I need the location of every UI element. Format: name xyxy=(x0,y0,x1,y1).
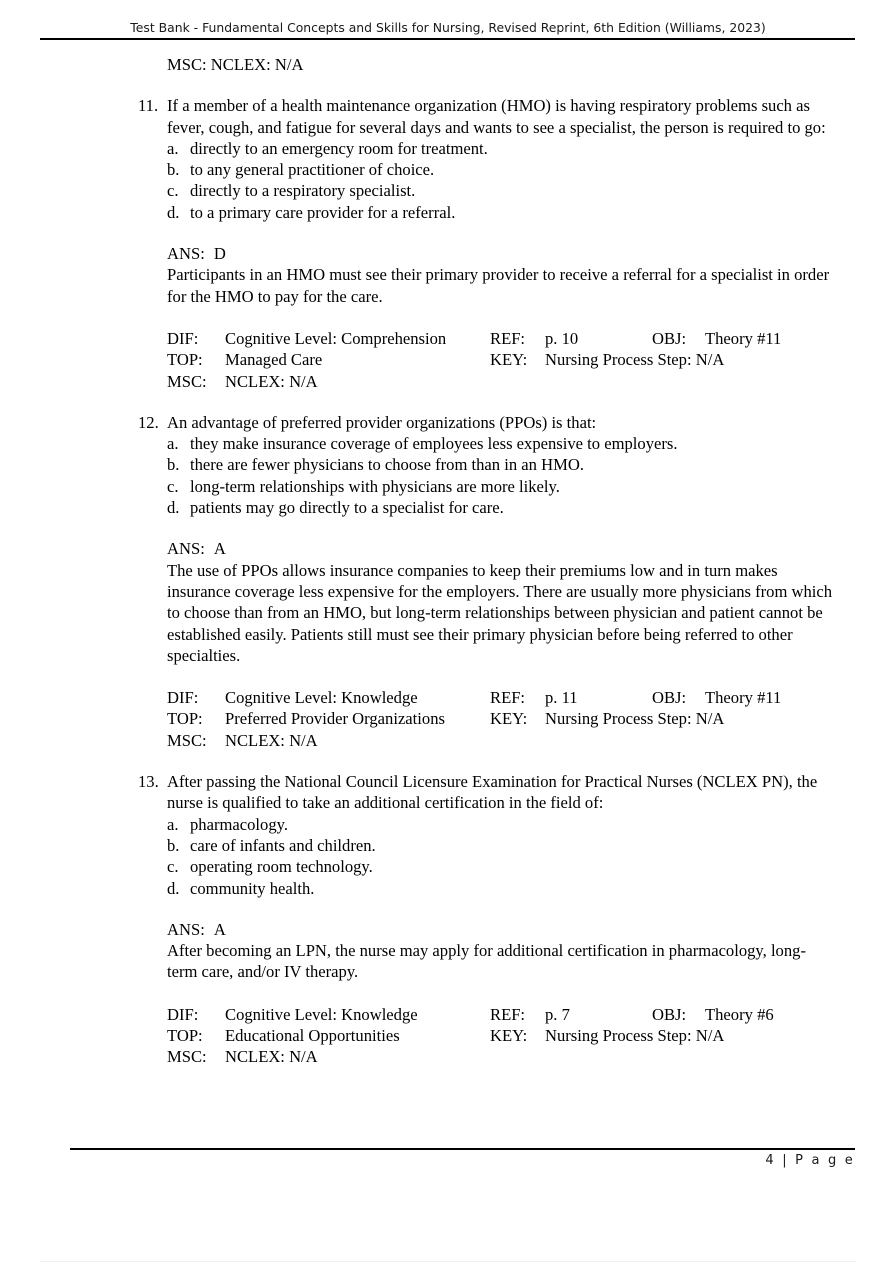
obj-value: Theory #11 xyxy=(705,328,782,348)
metadata-row xyxy=(167,687,867,708)
option-text: directly to an emergency room for treatment. xyxy=(190,138,488,158)
ref-value: p. 7 xyxy=(545,1004,570,1024)
option-item[interactable] xyxy=(167,814,835,835)
answer-label: ANS: xyxy=(167,539,205,559)
header-title: Test Bank - Fundamental Concepts and Skills for Nursing, Revised Reprint, 6th Edition (Williams, 2023) xyxy=(130,20,766,35)
header-rule-left-segment xyxy=(40,39,102,40)
dif-value: Cognitive Level: Knowledge xyxy=(225,688,418,708)
key-label: KEY: xyxy=(490,1025,528,1045)
dif-label: DIF: xyxy=(167,328,199,348)
answer-label: ANS: xyxy=(167,919,205,939)
option-text: patients may go directly to a specialist for care. xyxy=(190,498,504,518)
obj-value: Theory #11 xyxy=(705,688,782,708)
msc-label: MSC: xyxy=(167,730,207,750)
question-number: 13. xyxy=(138,772,159,792)
option-text: they make insurance coverage of employees less expensive to employers. xyxy=(190,434,678,454)
msc-value: NCLEX: N/A xyxy=(225,730,318,750)
answer-row xyxy=(167,919,896,940)
metadata-row xyxy=(167,708,867,729)
option-item[interactable] xyxy=(167,138,835,159)
footer-rule xyxy=(70,1148,855,1150)
metadata-row xyxy=(167,1025,867,1046)
option-item[interactable] xyxy=(167,202,835,223)
top-label: TOP: xyxy=(167,709,203,729)
msc-label: MSC: xyxy=(167,1047,207,1067)
option-list xyxy=(0,138,896,223)
metadata-row xyxy=(167,730,867,751)
top-value: Preferred Provider Organizations xyxy=(225,709,445,729)
metadata-row xyxy=(167,1004,867,1025)
option-item[interactable] xyxy=(167,454,835,475)
option-item[interactable] xyxy=(167,433,835,454)
metadata-block xyxy=(167,328,867,392)
dif-label: DIF: xyxy=(167,1004,199,1024)
answer-rationale: After becoming an LPN, the nurse may apply for additional certification in pharmacology, long-term care, and/or IV therapy. xyxy=(167,941,806,982)
ref-value: p. 10 xyxy=(545,328,579,348)
option-letter: a. xyxy=(167,138,179,158)
key-value: Nursing Process Step: N/A xyxy=(545,350,725,370)
option-text: pharmacology. xyxy=(190,814,288,834)
question-block xyxy=(0,771,896,1068)
question-number: 12. xyxy=(138,412,159,432)
top-value: Managed Care xyxy=(225,350,323,370)
option-text: operating room technology. xyxy=(190,857,373,877)
obj-label: OBJ: xyxy=(652,688,687,708)
answer-value: D xyxy=(213,244,226,264)
option-letter: d. xyxy=(167,878,180,898)
key-value: Nursing Process Step: N/A xyxy=(545,1025,725,1045)
option-item[interactable] xyxy=(167,476,835,497)
metadata-row xyxy=(167,328,867,349)
ref-label: REF: xyxy=(490,688,526,708)
obj-value: Theory #6 xyxy=(705,1004,774,1024)
top-label: TOP: xyxy=(167,350,203,370)
option-text: directly to a respiratory specialist. xyxy=(190,181,416,201)
answer-row xyxy=(167,538,896,559)
key-value: Nursing Process Step: N/A xyxy=(545,709,725,729)
document-body xyxy=(0,54,896,1068)
option-letter: d. xyxy=(167,498,180,518)
dif-label: DIF: xyxy=(167,688,199,708)
option-item[interactable] xyxy=(167,856,835,877)
msc-label: MSC: xyxy=(167,371,207,391)
metadata-row xyxy=(167,349,867,370)
ref-value: p. 11 xyxy=(545,688,578,708)
option-item[interactable] xyxy=(167,159,835,180)
option-letter: b. xyxy=(167,455,180,475)
obj-label: OBJ: xyxy=(652,1004,687,1024)
option-list xyxy=(0,814,896,899)
question-stem-text: After passing the National Council Licensure Examination for Practical Nurses (NCLEX PN), the nurse is qualified to take an additional certification in the field of: xyxy=(167,772,818,813)
carryover-msc-line: MSC: NCLEX: N/A xyxy=(167,55,304,74)
question-stem xyxy=(138,771,835,814)
question-stem xyxy=(138,412,835,433)
question-number: 11. xyxy=(138,96,159,116)
option-letter: a. xyxy=(167,434,179,454)
top-label: TOP: xyxy=(167,1025,203,1045)
option-letter: c. xyxy=(167,476,179,496)
option-item[interactable] xyxy=(167,835,835,856)
running-header xyxy=(40,20,856,36)
option-item[interactable] xyxy=(167,180,835,201)
page-number: 4 | P a g e xyxy=(765,1153,855,1168)
ref-label: REF: xyxy=(490,1004,526,1024)
option-letter: b. xyxy=(167,835,180,855)
question-stem-text: An advantage of preferred provider organizations (PPOs) is that: xyxy=(167,412,597,432)
key-label: KEY: xyxy=(490,350,528,370)
key-label: KEY: xyxy=(490,709,528,729)
option-item[interactable] xyxy=(167,497,835,518)
option-letter: d. xyxy=(167,202,180,222)
metadata-row xyxy=(167,1046,867,1067)
answer-value: A xyxy=(213,919,226,939)
dif-value: Cognitive Level: Comprehension xyxy=(225,328,447,348)
msc-value: NCLEX: N/A xyxy=(225,1047,318,1067)
metadata-row xyxy=(167,371,867,392)
option-letter: c. xyxy=(167,857,179,877)
option-item[interactable] xyxy=(167,878,835,899)
obj-label: OBJ: xyxy=(652,328,687,348)
metadata-block xyxy=(167,1004,867,1068)
page-bottom-edge xyxy=(40,1261,856,1262)
option-letter: c. xyxy=(167,181,179,201)
answer-label: ANS: xyxy=(167,244,205,264)
option-text: to a primary care provider for a referral. xyxy=(190,202,456,222)
answer-rationale: Participants in an HMO must see their primary provider to receive a referral for a specialist in order for the HMO to pay for the care. xyxy=(167,265,830,306)
question-block xyxy=(0,95,896,392)
option-list xyxy=(0,433,896,518)
option-text: care of infants and children. xyxy=(190,835,376,855)
answer-value: A xyxy=(213,539,226,559)
option-text: community health. xyxy=(190,878,315,898)
top-value: Educational Opportunities xyxy=(225,1025,400,1045)
question-block xyxy=(0,412,896,751)
answer-row xyxy=(167,243,896,264)
question-stem xyxy=(138,95,835,138)
header-rule xyxy=(40,38,855,40)
metadata-block xyxy=(167,687,867,751)
question-stem-text: If a member of a health maintenance organization (HMO) is having respiratory problems such as fever, cough, and fatigue for several days and wants to see a specialist, the person is required to go: xyxy=(167,96,826,137)
ref-label: REF: xyxy=(490,328,526,348)
option-letter: b. xyxy=(167,160,180,180)
msc-value: NCLEX: N/A xyxy=(225,371,318,391)
option-text: long-term relationships with physicians are more likely. xyxy=(190,476,560,496)
option-text: there are fewer physicians to choose from than in an HMO. xyxy=(190,455,584,475)
option-text: to any general practitioner of choice. xyxy=(190,160,435,180)
dif-value: Cognitive Level: Knowledge xyxy=(225,1004,418,1024)
option-letter: a. xyxy=(167,814,179,834)
answer-rationale: The use of PPOs allows insurance companies to keep their premiums low and in turn makes insurance coverage less expensive for the employers. There are usually more physicians from which to choose than from an HMO, but long-term relationships between physician and patient cannot be established easily. Patients still must see their primary physician before being referred to other specialties. xyxy=(167,560,833,665)
